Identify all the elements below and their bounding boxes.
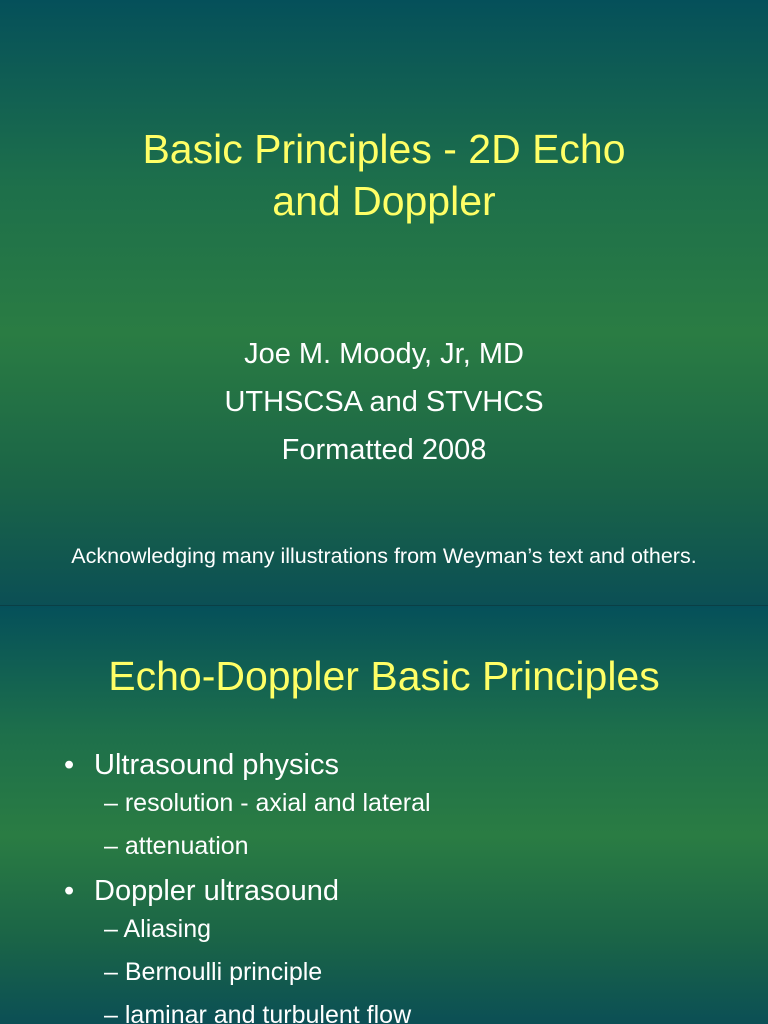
sub-bullet-list bbox=[94, 788, 764, 861]
sub-bullet-label: Aliasing bbox=[123, 915, 212, 943]
sub-bullet-item bbox=[104, 1000, 764, 1024]
sub-bullet-label: attenuation bbox=[124, 832, 249, 860]
title-line-1: Basic Principles - 2D Echo bbox=[142, 126, 626, 172]
institution: UTHSCSA and STVHCS bbox=[224, 386, 544, 418]
bullet-marker: • bbox=[64, 875, 75, 907]
slide-principles bbox=[0, 606, 768, 1024]
sub-bullet-item bbox=[104, 914, 764, 944]
sub-bullet-marker: – bbox=[104, 915, 118, 943]
sub-bullet-label: resolution - axial and lateral bbox=[124, 789, 431, 817]
acknowledgement-text: Acknowledging many illustrations from Weyman’s text and others. bbox=[71, 544, 697, 568]
bullet-item bbox=[64, 748, 764, 861]
bullet-item bbox=[64, 874, 764, 1024]
author-block bbox=[0, 330, 768, 474]
title-line-2: and Doppler bbox=[272, 178, 496, 224]
bullet-list bbox=[64, 748, 764, 1024]
bullet-label: Ultrasound physics bbox=[94, 749, 339, 781]
sub-bullet-item bbox=[104, 831, 764, 861]
slide-principles-heading: Echo-Doppler Basic Principles bbox=[108, 653, 660, 699]
sub-bullet-item bbox=[104, 957, 764, 987]
author-name: Joe M. Moody, Jr, MD bbox=[244, 338, 524, 370]
sub-bullet-item bbox=[104, 788, 764, 818]
formatted-date: Formatted 2008 bbox=[281, 434, 487, 466]
sub-bullet-marker: – bbox=[104, 1001, 118, 1024]
bullet-label: Doppler ultrasound bbox=[94, 875, 340, 907]
bullet-marker: • bbox=[64, 749, 75, 781]
slide-title-heading bbox=[0, 123, 768, 227]
sub-bullet-marker: – bbox=[104, 958, 118, 986]
sub-bullet-label: Bernoulli principle bbox=[124, 958, 323, 986]
sub-bullet-marker: – bbox=[104, 789, 118, 817]
sub-bullet-marker: – bbox=[104, 832, 118, 860]
sub-bullet-label: laminar and turbulent flow bbox=[124, 1001, 412, 1024]
sub-bullet-list bbox=[94, 914, 764, 1024]
